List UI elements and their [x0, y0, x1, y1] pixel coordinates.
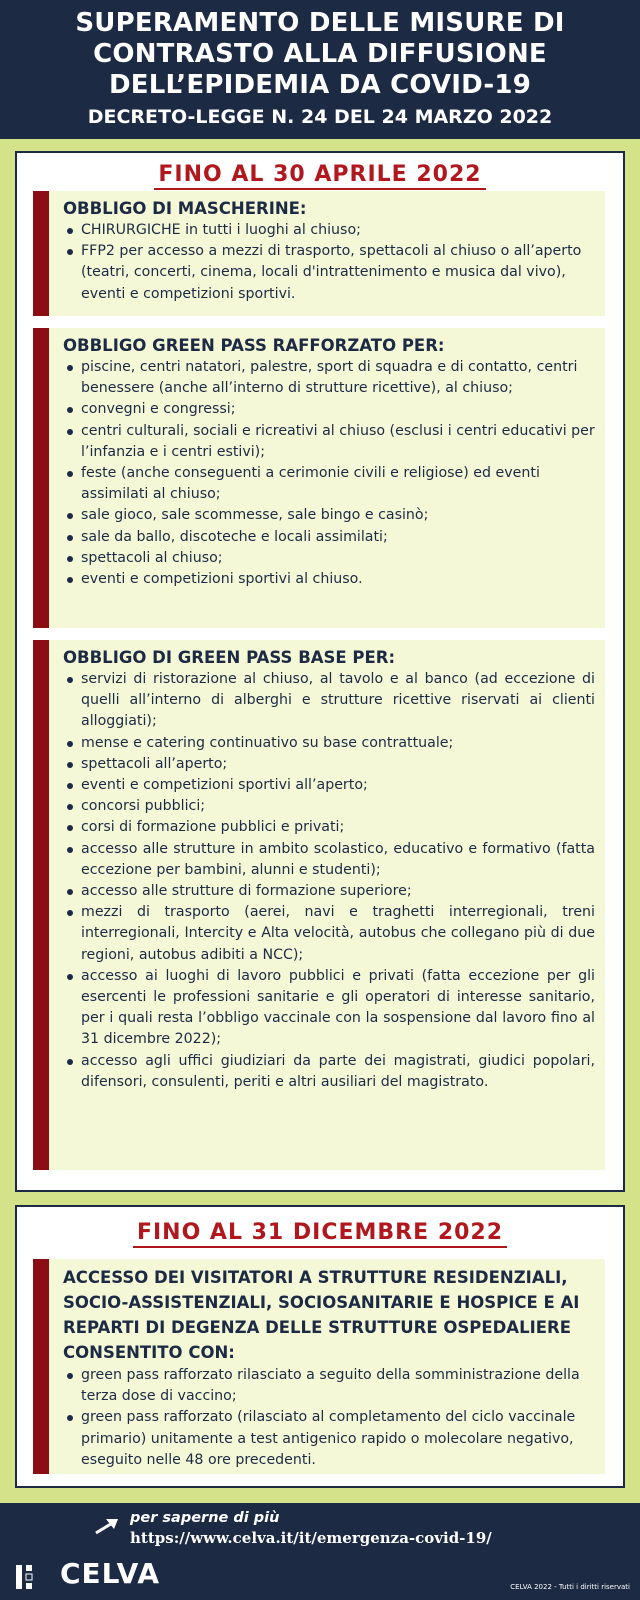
list-item: centri culturali, sociali e ricreativi al chiuso (esclusi i centri educativi per l’infanzia e i centri estivi); [63, 421, 595, 463]
rafforzato-heading: OBBLIGO GREEN PASS RAFFORZATO PER: [63, 336, 445, 355]
list-item: eventi e competizioni sportivi all’aperto; [63, 775, 595, 796]
list-item: spettacoli all’aperto; [63, 754, 595, 775]
title-line-2: CONTRASTO ALLA DIFFUSIONE [93, 39, 547, 69]
base-heading: OBBLIGO DI GREEN PASS BASE PER: [63, 648, 396, 667]
mask-heading: OBBLIGO DI MASCHERINE: [63, 199, 307, 218]
panel-december-title: FINO AL 31 DICEMBRE 2022 [17, 1219, 623, 1247]
mask-list [63, 220, 595, 305]
list-item: spettacoli al chiuso; [63, 548, 595, 569]
list-item: accesso alle strutture in ambito scolastico, educativo e formativo (fatta eccezione per bambini, alunni e studenti); [63, 839, 595, 881]
list-item: accesso ai luoghi di lavoro pubblici e privati (fatta eccezione per gli esercenti le professioni sanitarie e gli operatori di interesse sanitario, per i quali resta l’obbligo vaccinale con la sospensione dal lavoro fino al 31 dicembre 2022); [63, 966, 595, 1051]
mask-obligation-box [33, 191, 605, 316]
footer [0, 1503, 640, 1600]
visitors-heading: ACCESSO DEI VISITATORI A STRUTTURE RESIDENZIALI, SOCIO-ASSISTENZIALI, SOCIOSANITARIE E HOSPICE E AI REPARTI DI DEGENZA DELLE STRUTTURE OSPEDALIERE CONSENTITO CON: [63, 1268, 580, 1362]
panel-april [15, 151, 625, 1192]
list-item: concorsi pubblici; [63, 796, 595, 817]
list-item: corsi di formazione pubblici e privati; [63, 817, 595, 838]
visitors-access-box [33, 1259, 605, 1474]
decree-subtitle: DECRETO-LEGGE N. 24 DEL 24 MARZO 2022 [87, 106, 553, 128]
header-banner [0, 0, 640, 139]
copyright: CELVA 2022 - Tutti i diritti riservati [510, 1583, 630, 1591]
green-pass-base-box [33, 640, 605, 1170]
list-item: sale gioco, sale scommesse, sale bingo e casinò; [63, 505, 595, 526]
more-info-link[interactable]: https://www.celva.it/it/emergenza-covid-19/ [130, 1529, 492, 1547]
list-item: accesso agli uffici giudiziari da parte dei magistrati, giudici popolari, difensori, consulenti, periti e altri ausiliari del magistrato. [63, 1051, 595, 1093]
title-line-1: SUPERAMENTO DELLE MISURE DI [75, 8, 565, 38]
visitors-list [63, 1365, 595, 1471]
list-item: servizi di ristorazione al chiuso, al tavolo e al banco (ad eccezione di quelli all’interno di alberghi e strutture ricettive riservati ai clienti alloggiati); [63, 669, 595, 733]
list-item: accesso alle strutture di formazione superiore; [63, 881, 595, 902]
list-item: FFP2 per accesso a mezzi di trasporto, spettacoli al chiuso o all’aperto (teatri, concerti, cinema, locali d'intrattenimento e musica dal vivo), eventi e competizioni sportivi. [63, 241, 595, 305]
list-item: sale da ballo, discoteche e locali assimilati; [63, 527, 595, 548]
list-item: green pass rafforzato (rilasciato al completamento del ciclo vaccinale primario) unitamente a test antigenico rapido o molecolare negativo, eseguito nelle 48 ore precedenti. [63, 1407, 595, 1471]
list-item: mense e catering continuativo su base contrattuale; [63, 733, 595, 754]
green-pass-rafforzato-box [33, 328, 605, 628]
rafforzato-list [63, 357, 595, 590]
list-item: mezzi di trasporto (aerei, navi e traghetti interregionali, treni interregionali, Intercity e Alta velocità, autobus che collegano più di due regioni, autobus adibiti a NCC); [63, 902, 595, 966]
arrow-icon [94, 1517, 120, 1535]
title-line-3: DELL’EPIDEMIA DA COVID-19 [108, 70, 531, 100]
celva-logo-text: CELVA [60, 1557, 161, 1590]
list-item: eventi e competizioni sportivi al chiuso. [63, 569, 595, 590]
panel-april-title: FINO AL 30 APRILE 2022 [17, 161, 623, 189]
base-list [63, 669, 595, 1093]
panel-december [15, 1205, 625, 1488]
more-info-label: per saperne di più [130, 1510, 280, 1526]
list-item: CHIRURGICHE in tutti i luoghi al chiuso; [63, 220, 595, 241]
list-item: piscine, centri natatori, palestre, sport di squadra e di contatto, centri benessere (anche all’interno di strutture ricettive), al chiuso; [63, 357, 595, 399]
list-item: convegni e congressi; [63, 399, 595, 420]
celva-logo-icon [14, 1559, 54, 1591]
list-item: feste (anche conseguenti a cerimonie civili e religiose) ed eventi assimilati al chiuso; [63, 463, 595, 505]
list-item: green pass rafforzato rilasciato a seguito della somministrazione della terza dose di vaccino; [63, 1365, 595, 1407]
